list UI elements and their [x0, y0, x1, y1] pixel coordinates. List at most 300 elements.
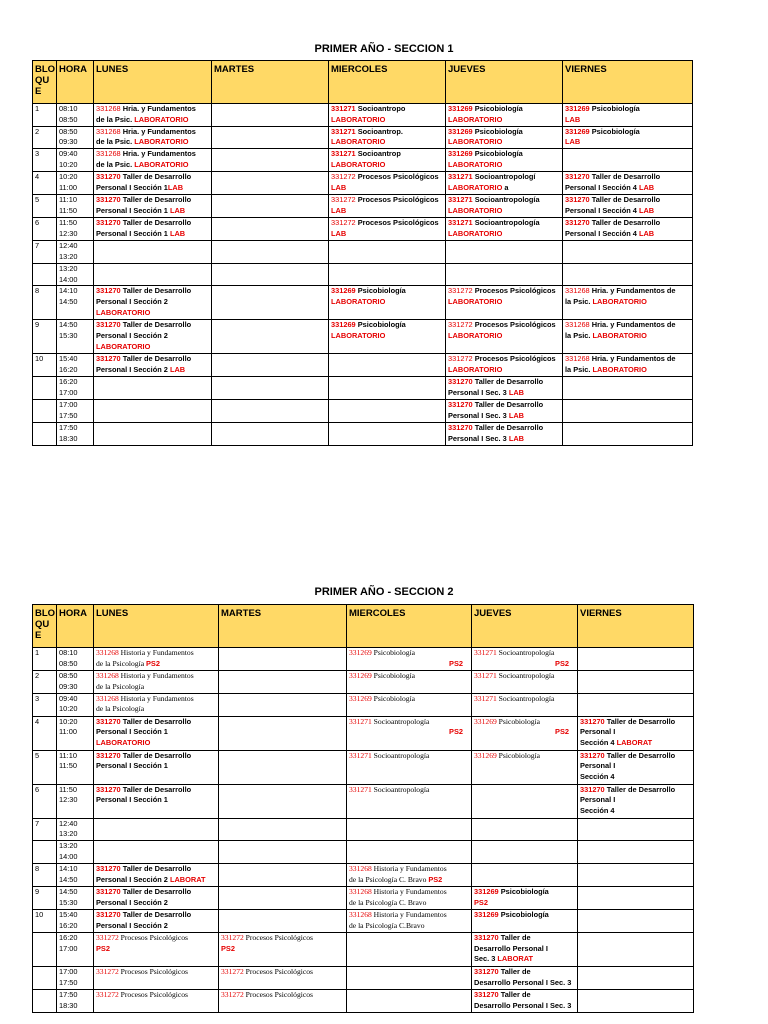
course-code: 331269: [565, 126, 590, 136]
room-label: LABORATORIO: [592, 297, 647, 307]
hora-end: 11:50: [59, 761, 77, 771]
hora-cell: [57, 863, 94, 886]
hora-end: 10:20: [59, 704, 78, 714]
course-text: Psicobiología: [355, 320, 406, 330]
room-label: PS2: [96, 943, 110, 953]
course-line: [349, 694, 469, 705]
course-text: Historia y Fundamentos: [371, 863, 447, 873]
cell-jueves: [472, 909, 578, 932]
room-label: LABORATORIO: [448, 159, 503, 169]
cell-jueves: [446, 354, 563, 377]
course-line: [448, 365, 560, 376]
course-text: de la Psicología: [96, 658, 146, 668]
course-text: Personal I Sección 1: [96, 727, 168, 737]
hora-end: 09:30: [59, 681, 78, 691]
hora-start: 08:10: [59, 104, 78, 113]
cell-martes: [212, 423, 329, 446]
schedule-row: [33, 671, 694, 694]
course-line: [448, 218, 560, 229]
course-code: 331269: [474, 886, 499, 896]
cell-lunes: [94, 320, 212, 354]
course-line: [331, 149, 443, 160]
course-line: [448, 160, 560, 171]
schedule-row: [33, 841, 694, 864]
course-line: [349, 887, 469, 898]
course-code: 331270: [96, 320, 121, 330]
course-text: de la Psicología C.Bravo: [349, 920, 425, 930]
course-text: Personal I Sección 4: [565, 228, 639, 238]
bloque-cell: 4: [33, 716, 57, 750]
course-code: 331272: [448, 354, 473, 364]
cell-martes: [219, 693, 347, 716]
cell-jueves: [472, 750, 578, 784]
cell-martes: [212, 104, 329, 127]
cell-viernes: [578, 909, 694, 932]
course-code: 331268: [96, 104, 121, 113]
room-label: LAB: [331, 228, 347, 238]
bloque-cell: [33, 966, 57, 989]
cell-lunes: [94, 286, 212, 320]
course-code: 331270: [580, 716, 605, 726]
bloque-cell: 10: [33, 354, 57, 377]
course-code: 331270: [96, 716, 121, 726]
course-text: Taller de: [498, 966, 531, 976]
course-text: de la Psic.: [96, 159, 135, 169]
schedule-row: [33, 149, 693, 172]
course-code: 331268: [565, 286, 590, 296]
course-line: [474, 978, 575, 989]
course-code: 331271: [474, 648, 497, 657]
room-label: PS2: [221, 943, 235, 953]
header-jueves: JUEVES: [472, 605, 578, 648]
course-code: 331268: [349, 909, 372, 919]
course-line: [96, 727, 216, 738]
course-line: [448, 434, 560, 445]
course-text: Desarrollo Personal I: [474, 943, 548, 953]
cell-miercoles: [347, 648, 472, 671]
course-line: [565, 354, 690, 365]
hora-cell: [57, 648, 94, 671]
cell-jueves: [446, 241, 563, 264]
cell-viernes: [563, 218, 693, 241]
course-line: [331, 286, 443, 297]
course-line: [448, 423, 560, 434]
course-code: 331268: [565, 320, 590, 330]
course-text: Taller de Desarrollo: [472, 377, 544, 387]
hora-cell: [57, 716, 94, 750]
course-line: [474, 694, 575, 705]
cell-viernes: [578, 886, 694, 909]
course-line: [474, 954, 575, 965]
header-martes: MARTES: [212, 61, 329, 104]
course-line: [565, 297, 690, 308]
room-label: LAB: [169, 365, 186, 375]
hora-start: 09:40: [59, 693, 78, 703]
course-line: [96, 898, 216, 909]
cell-miercoles: [347, 784, 472, 818]
hora-end: 15:30: [59, 897, 78, 907]
schedule-row: [33, 377, 693, 400]
schedule-row: [33, 716, 694, 750]
hora-cell: [57, 909, 94, 932]
course-text: Taller de Desarrollo: [120, 218, 192, 228]
course-line: [565, 115, 690, 126]
course-line: [331, 137, 443, 148]
course-line: [474, 1001, 575, 1012]
cell-miercoles: [329, 354, 446, 377]
course-line: [331, 331, 443, 342]
room-label: LABORATORIO: [134, 114, 189, 124]
course-line: [221, 967, 344, 978]
course-line: [96, 137, 209, 148]
cell-martes: [219, 886, 347, 909]
schedule-row: [33, 286, 693, 320]
cell-miercoles: [329, 377, 446, 400]
course-line: [349, 864, 469, 875]
course-line: [96, 218, 209, 229]
course-text: Desarrollo Personal I Sec. 3: [474, 977, 572, 987]
hora-start: 08:10: [59, 648, 78, 657]
room-label: LABORATORIO: [448, 228, 503, 238]
hora-start: 11:10: [59, 750, 77, 760]
room-label: LABORATORIO: [592, 331, 647, 341]
course-text: Sección 4: [580, 772, 615, 782]
cell-jueves: [472, 784, 578, 818]
header-lunes: LUNES: [94, 61, 212, 104]
bloque-cell: 5: [33, 750, 57, 784]
room-label: LABORATORIO: [448, 137, 503, 147]
header-miercoles: MIERCOLES: [347, 605, 472, 648]
course-text: Psicobiología: [496, 716, 541, 726]
course-text: de la Psicología: [96, 681, 145, 691]
course-line: [565, 218, 690, 229]
cell-lunes: [94, 172, 212, 195]
room-label: LABORATORIO: [96, 341, 151, 351]
cell-miercoles: [329, 320, 446, 354]
course-line: [96, 149, 209, 160]
course-code: 331272: [448, 320, 473, 330]
hora-end: 18:30: [59, 434, 78, 444]
course-text: Taller de Desarrollo: [589, 172, 661, 182]
cell-jueves: [446, 172, 563, 195]
bloque-cell: [33, 841, 57, 864]
hora-end: 11:00: [59, 727, 77, 737]
cell-lunes: [94, 750, 219, 784]
hora-start: 16:20: [59, 932, 78, 942]
cell-lunes: [94, 195, 212, 218]
hora-cell: [57, 104, 94, 127]
cell-miercoles: [347, 932, 472, 966]
course-line: [474, 910, 575, 921]
bloque-cell: 9: [33, 886, 57, 909]
course-line: [96, 875, 216, 886]
cell-lunes: [94, 104, 212, 127]
hora-cell: [57, 126, 94, 149]
course-code: 331271: [474, 671, 497, 680]
cell-jueves: [472, 841, 578, 864]
hora-end: 10:20: [59, 159, 78, 169]
course-text: Socioantropo: [355, 104, 406, 113]
cell-miercoles: [329, 218, 446, 241]
course-text: Historia y Fundamentos: [118, 648, 194, 657]
cell-martes: [212, 195, 329, 218]
course-text: Taller de Desarrollo: [604, 784, 676, 794]
schedule-row: [33, 886, 694, 909]
course-text: Procesos Psicológicos: [355, 195, 439, 205]
cell-miercoles: [347, 671, 472, 694]
course-line: [448, 115, 560, 126]
cell-viernes: [563, 195, 693, 218]
cell-jueves: [446, 423, 563, 446]
course-code: 331271: [474, 693, 497, 703]
course-text: Psicobiología: [355, 286, 406, 296]
hora-start: 15:40: [59, 909, 78, 919]
hora-cell: [57, 671, 94, 694]
hora-end: 16:20: [59, 920, 78, 930]
cell-lunes: [94, 149, 212, 172]
cell-martes: [219, 671, 347, 694]
course-line: [96, 910, 216, 921]
room-label: PS2: [555, 658, 569, 668]
header-hora: HORA: [57, 605, 94, 648]
cell-lunes: [94, 886, 219, 909]
course-text: Procesos Psicológicos: [243, 966, 313, 976]
course-line: [96, 206, 209, 217]
cell-viernes: [578, 989, 694, 1012]
course-line: [96, 354, 209, 365]
hora-end: 13:20: [59, 251, 78, 261]
course-code: 331268: [96, 693, 119, 703]
cell-martes: [219, 818, 347, 841]
course-text: Psicobiología: [472, 104, 523, 113]
cell-miercoles: [329, 172, 446, 195]
course-text: Taller de Desarrollo: [120, 909, 192, 919]
cell-miercoles: [347, 750, 472, 784]
hora-start: 12:40: [59, 241, 78, 251]
course-text: Socioantropología: [496, 693, 555, 703]
course-text: de la Psic.: [96, 137, 135, 147]
course-line: [448, 137, 560, 148]
course-code: 331269: [565, 104, 590, 113]
course-code: 331270: [448, 377, 473, 387]
course-text: Personal I Sección 4: [565, 182, 639, 192]
schedule-row: [33, 693, 694, 716]
hora-end: 12:30: [59, 795, 78, 805]
hora-end: 14:50: [59, 874, 78, 884]
cell-lunes: [94, 989, 219, 1012]
cell-viernes: [578, 750, 694, 784]
course-line: [448, 320, 560, 331]
course-line: [96, 331, 209, 342]
room-label: LAB: [331, 182, 347, 192]
course-text: Socioantropología: [371, 750, 430, 760]
room-label: LABORATORIO: [592, 365, 647, 375]
cell-martes: [219, 932, 347, 966]
course-code: 331272: [331, 195, 356, 205]
course-text: Socioantropología: [371, 784, 430, 794]
bloque-cell: 6: [33, 218, 57, 241]
hora-start: 17:00: [59, 966, 78, 976]
course-code: 331269: [349, 693, 372, 703]
section-1-title: PRIMER AÑO - SECCION 1: [314, 43, 454, 55]
room-label: PS2: [449, 727, 463, 737]
course-text: Personal I Sec. 3: [448, 411, 509, 421]
hora-start: 17:50: [59, 989, 78, 999]
cell-lunes: [94, 716, 219, 750]
cell-miercoles: [347, 909, 472, 932]
bloque-cell: 8: [33, 863, 57, 886]
room-label: LAB: [565, 137, 581, 147]
course-code: 331271: [331, 149, 356, 159]
course-text: de la Psicología C. Bravo: [349, 874, 429, 884]
hora-start: 13:20: [59, 263, 78, 273]
cell-martes: [219, 648, 347, 671]
course-text: Personal I Sección 2: [96, 874, 170, 884]
schedule-row: [33, 750, 694, 784]
schedule-row: [33, 241, 693, 264]
course-line: [474, 967, 575, 978]
course-line: [349, 727, 469, 738]
cell-miercoles: [329, 263, 446, 286]
cell-jueves: [472, 693, 578, 716]
course-code: 331270: [474, 966, 499, 976]
room-label: LABORATORIO: [331, 114, 386, 124]
hora-cell: [57, 423, 94, 446]
course-line: [96, 785, 216, 796]
header-martes: MARTES: [219, 605, 347, 648]
course-code: 331268: [565, 354, 590, 364]
course-code: 331271: [331, 104, 356, 113]
cell-miercoles: [329, 423, 446, 446]
course-line: [448, 411, 560, 422]
cell-viernes: [563, 320, 693, 354]
room-label: LABORATORIO: [448, 297, 503, 307]
course-code: 331270: [565, 195, 590, 205]
course-line: [349, 648, 469, 659]
course-text: Taller de Desarrollo: [120, 716, 192, 726]
cell-jueves: [472, 989, 578, 1012]
course-text: Personal I Sección 1: [96, 205, 170, 215]
cell-viernes: [563, 126, 693, 149]
cell-martes: [212, 126, 329, 149]
bloque-cell: [33, 989, 57, 1012]
cell-viernes: [578, 841, 694, 864]
course-line: [474, 944, 575, 955]
cell-martes: [219, 989, 347, 1012]
cell-jueves: [446, 286, 563, 320]
course-code: 331269: [448, 149, 473, 159]
cell-miercoles: [347, 989, 472, 1012]
cell-lunes: [94, 784, 219, 818]
hora-cell: [57, 750, 94, 784]
course-code: 331268: [96, 671, 119, 680]
course-code: 331269: [448, 126, 473, 136]
course-text: a: [502, 182, 509, 192]
hora-end: 13:20: [59, 829, 78, 839]
hora-start: 14:10: [59, 286, 78, 296]
cell-lunes: [94, 377, 212, 400]
course-text: Taller de Desarrollo: [604, 716, 676, 726]
cell-lunes: [94, 263, 212, 286]
course-line: [331, 183, 443, 194]
room-label: LABORATORIO: [331, 297, 386, 307]
course-code: 331270: [448, 423, 473, 433]
table-header-row: [33, 61, 693, 104]
hora-end: 17:50: [59, 977, 78, 987]
course-text: Taller de: [498, 932, 531, 942]
cell-miercoles: [347, 841, 472, 864]
course-text: Personal I Sección 2: [96, 331, 168, 341]
course-text: Taller de Desarrollo: [472, 423, 544, 433]
cell-jueves: [472, 716, 578, 750]
cell-martes: [219, 841, 347, 864]
room-label: LAB: [638, 228, 655, 238]
bloque-cell: [33, 423, 57, 446]
hora-cell: [57, 218, 94, 241]
bloque-cell: 5: [33, 195, 57, 218]
cell-lunes: [94, 966, 219, 989]
hora-end: 17:50: [59, 411, 78, 421]
course-line: [565, 127, 690, 138]
schedule-row: [33, 104, 693, 127]
hora-cell: [57, 966, 94, 989]
bloque-cell: 3: [33, 693, 57, 716]
course-text: Socioantropología: [472, 218, 540, 228]
schedule-table-section-2: [32, 604, 694, 1013]
schedule-row: [33, 320, 693, 354]
room-label: LABORATORIO: [96, 307, 151, 317]
course-code: 331271: [349, 784, 372, 794]
course-line: [96, 933, 216, 944]
course-code: 331272: [221, 989, 244, 999]
room-label: LABORATORIO: [448, 365, 503, 375]
course-line: [331, 115, 443, 126]
bloque-cell: 4: [33, 172, 57, 195]
schedule-row: [33, 354, 693, 377]
course-line: [565, 365, 690, 376]
course-line: [580, 806, 691, 817]
hora-end: 17:00: [59, 388, 78, 398]
course-line: [565, 172, 690, 183]
cell-viernes: [578, 648, 694, 671]
hora-start: 14:50: [59, 886, 78, 896]
course-code: 331271: [331, 126, 356, 136]
course-line: [96, 320, 209, 331]
header-jueves: JUEVES: [446, 61, 563, 104]
course-line: [96, 795, 216, 806]
hora-end: 11:00: [59, 182, 77, 192]
course-text: Procesos Psicológicos: [355, 172, 439, 182]
course-line: [96, 694, 216, 705]
hora-cell: [57, 286, 94, 320]
course-text: Desarrollo Personal I Sec. 3: [474, 1000, 572, 1010]
course-line: [331, 127, 443, 138]
room-label: PS2: [428, 874, 443, 884]
cell-martes: [212, 172, 329, 195]
course-text: Taller de Desarrollo: [120, 863, 192, 873]
header-bloque: BLO QU E: [33, 605, 57, 648]
course-code: 331270: [96, 909, 121, 919]
cell-jueves: [472, 932, 578, 966]
course-text: Psicobiología: [498, 886, 549, 896]
cell-lunes: [94, 423, 212, 446]
course-text: Taller de Desarrollo: [589, 218, 661, 228]
course-code: 331272: [331, 218, 356, 228]
hora-end: 12:30: [59, 228, 78, 238]
course-text: Sección 4: [580, 806, 615, 816]
cell-viernes: [563, 172, 693, 195]
cell-martes: [212, 320, 329, 354]
